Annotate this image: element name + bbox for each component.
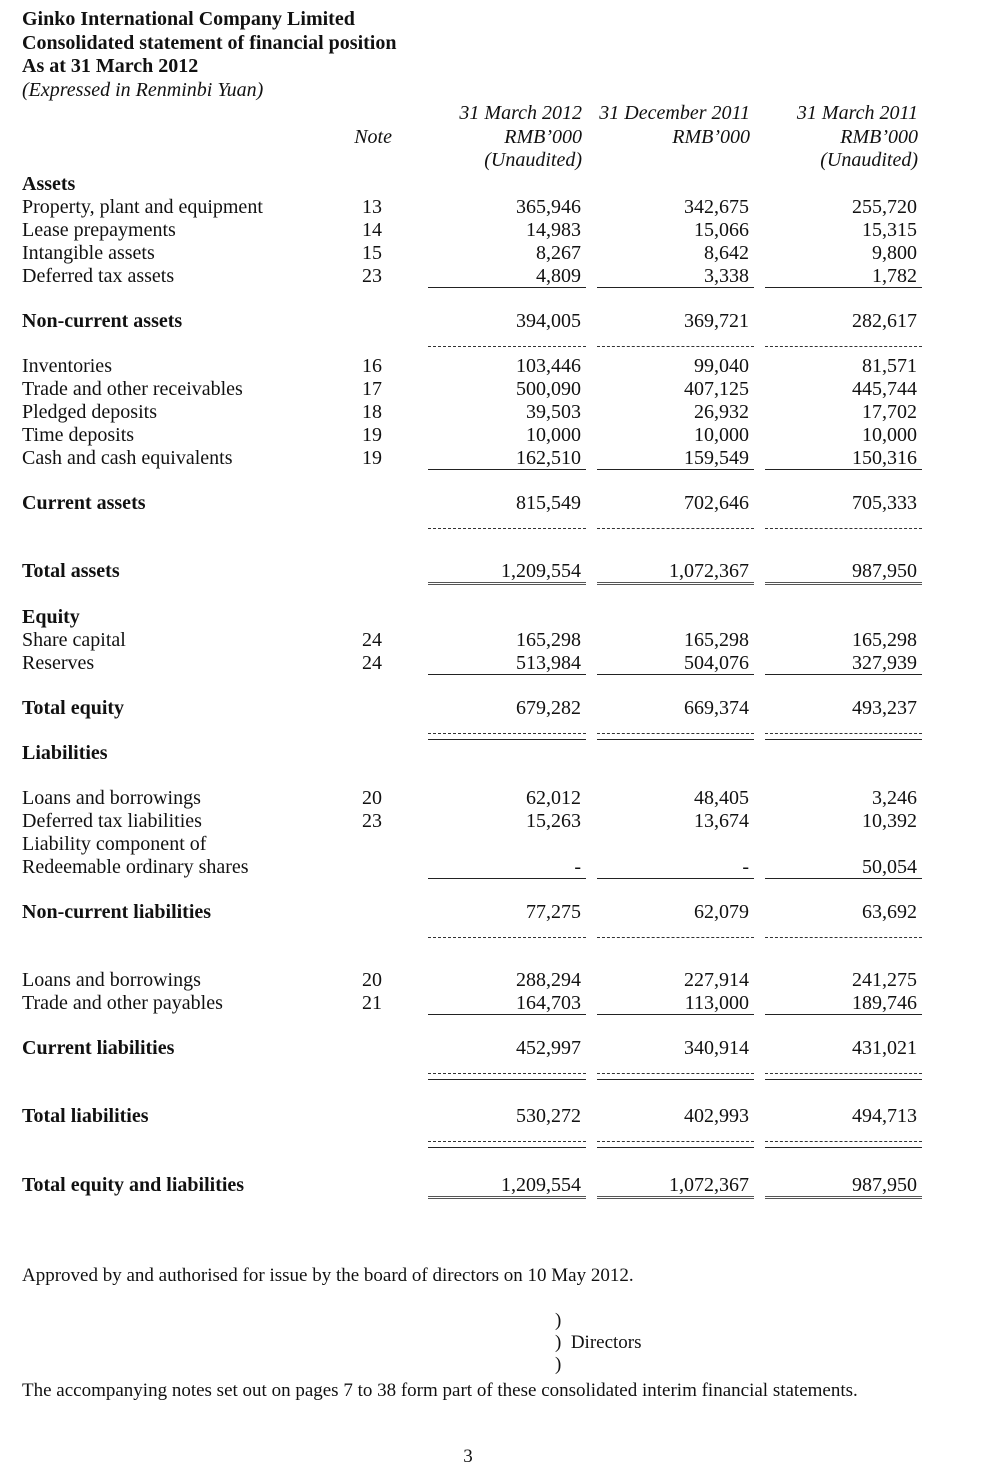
page-number: 3 <box>463 1446 473 1467</box>
subtotal-dashed-rule <box>597 1073 754 1074</box>
column-unit: RMB’000 <box>504 125 582 148</box>
row-value-col0: 77,275 <box>526 901 581 923</box>
row-label: Intangible assets <box>22 242 155 264</box>
row-note: 15 <box>362 242 382 264</box>
sum-rule <box>765 1079 922 1080</box>
sum-rule <box>428 739 586 740</box>
column-date: 31 December 2011 <box>599 102 750 124</box>
row-label: Deferred tax liabilities <box>22 810 202 832</box>
row-label: Liability component of <box>22 833 207 855</box>
row-value-col2: 493,237 <box>852 697 917 719</box>
subtotal-dashed-rule <box>765 346 922 347</box>
row-value-col2: 241,275 <box>852 969 917 991</box>
subtotal-dashed-rule <box>765 1073 922 1074</box>
table-row <box>0 833 1000 856</box>
row-label: Inventories <box>22 355 112 377</box>
table-row <box>0 697 1000 720</box>
row-value-col1: 1,072,367 <box>669 1174 749 1196</box>
row-note: 24 <box>362 629 382 651</box>
row-value-col2: 150,316 <box>852 447 917 469</box>
row-value-col0: 162,510 <box>516 447 581 469</box>
row-value-col0: 394,005 <box>516 310 581 332</box>
table-row <box>0 447 1000 470</box>
row-label: Trade and other payables <box>22 992 223 1014</box>
row-value-col1: 407,125 <box>684 378 749 400</box>
row-value-col0: 15,263 <box>526 810 581 832</box>
row-value-col0: 513,984 <box>516 652 581 674</box>
row-value-col0: 10,000 <box>526 424 581 446</box>
sum-rule <box>597 878 754 879</box>
row-label: Equity <box>22 606 80 628</box>
table-row <box>0 378 1000 401</box>
row-value-col0: 530,272 <box>516 1105 581 1127</box>
table-row <box>0 992 1000 1015</box>
row-value-col1: 99,040 <box>694 355 749 377</box>
total-double-rule <box>597 582 754 585</box>
row-note: 13 <box>362 196 382 218</box>
row-label: Loans and borrowings <box>22 969 201 991</box>
row-value-col1: 369,721 <box>684 310 749 332</box>
row-label: Assets <box>22 173 76 195</box>
row-value-col2: 327,939 <box>852 652 917 674</box>
table-row <box>0 173 1000 196</box>
subtotal-dashed-rule <box>428 346 586 347</box>
sum-rule <box>597 1079 754 1080</box>
row-value-col2: 282,617 <box>852 310 917 332</box>
sum-rule <box>597 739 754 740</box>
sum-rule <box>765 1014 922 1015</box>
bracket-middle: ) Directors <box>555 1332 642 1353</box>
row-note: 23 <box>362 810 382 832</box>
row-value-col0: - <box>574 856 581 878</box>
column-unit: RMB’000 <box>840 125 918 148</box>
sum-rule <box>597 469 754 470</box>
table-row <box>0 629 1000 652</box>
row-label: Non-current assets <box>22 310 183 332</box>
row-value-col2: 987,950 <box>852 560 917 582</box>
row-value-col1: 48,405 <box>694 787 749 809</box>
table-row <box>0 969 1000 992</box>
row-label: Liabilities <box>22 742 108 764</box>
row-value-col0: 39,503 <box>526 401 581 423</box>
subtotal-dashed-rule <box>597 346 754 347</box>
total-double-rule <box>597 1196 754 1199</box>
table-row <box>0 219 1000 242</box>
row-note: 20 <box>362 969 382 991</box>
row-label: Deferred tax assets <box>22 265 175 287</box>
subtotal-dashed-rule <box>428 937 586 938</box>
sum-rule <box>428 1014 586 1015</box>
approval-statement: Approved by and authorised for issue by the board of directors on 10 May 2012. <box>22 1265 634 1286</box>
sum-rule <box>765 674 922 675</box>
column-date: 31 March 2012 <box>459 102 582 124</box>
sum-rule <box>597 1014 754 1015</box>
sum-rule <box>428 878 586 879</box>
table-row <box>0 606 1000 629</box>
bracket-top: ) <box>555 1310 562 1331</box>
row-note: 16 <box>362 355 382 377</box>
sum-rule <box>765 739 922 740</box>
statement-title: Consolidated statement of financial position <box>22 31 397 54</box>
row-label: Property, plant and equipment <box>22 196 263 218</box>
column-header-mar-2011 <box>760 102 918 173</box>
row-value-col1: - <box>742 856 749 878</box>
row-label: Cash and cash equivalents <box>22 447 233 469</box>
row-label: Current liabilities <box>22 1037 175 1059</box>
sum-rule <box>428 287 586 288</box>
directors-label: Directors <box>570 1332 642 1353</box>
table-row <box>0 310 1000 333</box>
row-note: 23 <box>362 265 382 287</box>
row-label: Loans and borrowings <box>22 787 201 809</box>
row-value-col1: 13,674 <box>694 810 749 832</box>
table-row <box>0 355 1000 378</box>
row-value-col1: 10,000 <box>694 424 749 446</box>
table-row <box>0 242 1000 265</box>
total-double-rule <box>765 582 922 585</box>
sum-rule <box>597 1147 754 1148</box>
column-date: 31 March 2011 <box>796 102 918 124</box>
note-column-header: Note <box>354 126 392 148</box>
sum-rule <box>428 1079 586 1080</box>
row-label: Pledged deposits <box>22 401 157 423</box>
row-value-col2: 165,298 <box>852 629 917 651</box>
row-value-col1: 62,079 <box>694 901 749 923</box>
notes-statement: The accompanying notes set out on pages 7 to 38 form part of these consolidated interim financial statements. <box>22 1380 858 1401</box>
row-value-col2: 15,315 <box>862 219 917 241</box>
table-row <box>0 196 1000 219</box>
row-value-col1: 1,072,367 <box>669 560 749 582</box>
sum-rule <box>765 469 922 470</box>
row-value-col1: 342,675 <box>684 196 749 218</box>
row-note: 20 <box>362 787 382 809</box>
table-row <box>0 1037 1000 1060</box>
row-value-col0: 165,298 <box>516 629 581 651</box>
subtotal-dashed-rule <box>428 1073 586 1074</box>
row-value-col2: 10,392 <box>862 810 917 832</box>
row-value-col1: 15,066 <box>694 219 749 241</box>
row-value-col2: 255,720 <box>852 196 917 218</box>
subtotal-dashed-rule <box>765 937 922 938</box>
row-value-col0: 452,997 <box>516 1037 581 1059</box>
row-note: 24 <box>362 652 382 674</box>
row-value-col0: 679,282 <box>516 697 581 719</box>
table-row <box>0 787 1000 810</box>
row-value-col1: 113,000 <box>684 992 749 1014</box>
row-label: Lease prepayments <box>22 219 176 241</box>
sum-rule <box>597 674 754 675</box>
currency-note: (Expressed in Renminbi Yuan) <box>22 78 264 101</box>
row-value-col1: 165,298 <box>684 629 749 651</box>
sum-rule <box>428 1147 586 1148</box>
column-status: (Unaudited) <box>820 149 918 171</box>
document-header <box>22 8 396 102</box>
row-value-col0: 4,809 <box>536 265 581 287</box>
row-value-col2: 431,021 <box>852 1037 917 1059</box>
row-label: Redeemable ordinary shares <box>22 856 249 878</box>
column-header-dec-2011 <box>580 102 750 149</box>
row-value-col0: 62,012 <box>526 787 581 809</box>
row-value-col1: 669,374 <box>684 697 749 719</box>
row-value-col2: 987,950 <box>852 1174 917 1196</box>
row-label: Total liabilities <box>22 1105 149 1127</box>
row-value-col2: 17,702 <box>862 401 917 423</box>
subtotal-dashed-rule <box>597 937 754 938</box>
subtotal-dashed-rule <box>597 528 754 529</box>
total-double-rule <box>765 1196 922 1199</box>
column-unit: RMB’000 <box>672 125 750 148</box>
total-double-rule <box>428 582 586 585</box>
column-status: (Unaudited) <box>484 149 582 171</box>
subtotal-dashed-rule <box>428 1141 586 1142</box>
row-value-col1: 402,993 <box>684 1105 749 1127</box>
table-row <box>0 742 1000 765</box>
sum-rule <box>765 878 922 879</box>
subtotal-dashed-rule <box>428 733 586 734</box>
row-note: 19 <box>362 424 382 446</box>
row-note: 19 <box>362 447 382 469</box>
row-value-col2: 189,746 <box>852 992 917 1014</box>
row-value-col1: 504,076 <box>684 652 749 674</box>
row-value-col1: 227,914 <box>684 969 749 991</box>
sum-rule <box>765 1147 922 1148</box>
row-note: 17 <box>362 378 382 400</box>
bracket-bottom: ) <box>555 1354 562 1375</box>
subtotal-dashed-rule <box>765 733 922 734</box>
table-row <box>0 901 1000 924</box>
row-value-col1: 26,932 <box>694 401 749 423</box>
directors-signature-block <box>555 1310 642 1376</box>
row-value-col0: 365,946 <box>516 196 581 218</box>
row-note: 21 <box>362 992 382 1014</box>
row-value-col2: 63,692 <box>862 901 917 923</box>
sum-rule <box>597 287 754 288</box>
subtotal-dashed-rule <box>765 1141 922 1142</box>
sum-rule <box>765 287 922 288</box>
table-row <box>0 652 1000 675</box>
row-label: Share capital <box>22 629 126 651</box>
row-value-col1: 702,646 <box>684 492 749 514</box>
subtotal-dashed-rule <box>597 733 754 734</box>
subtotal-dashed-rule <box>428 528 586 529</box>
column-header-mar-2012 <box>420 102 582 173</box>
table-row <box>0 856 1000 879</box>
row-value-col0: 500,090 <box>516 378 581 400</box>
table-row <box>0 401 1000 424</box>
subtotal-dashed-rule <box>597 1141 754 1142</box>
table-row <box>0 1105 1000 1128</box>
row-value-col2: 494,713 <box>852 1105 917 1127</box>
table-row <box>0 560 1000 583</box>
sum-rule <box>428 674 586 675</box>
total-double-rule <box>428 1196 586 1199</box>
row-value-col0: 164,703 <box>516 992 581 1014</box>
table-row <box>0 810 1000 833</box>
row-label: Current assets <box>22 492 146 514</box>
row-value-col2: 10,000 <box>862 424 917 446</box>
sum-rule <box>428 469 586 470</box>
row-value-col0: 288,294 <box>516 969 581 991</box>
company-name: Ginko International Company Limited <box>22 8 355 30</box>
row-label: Total assets <box>22 560 120 582</box>
row-value-col2: 1,782 <box>872 265 917 287</box>
row-value-col2: 3,246 <box>872 787 917 809</box>
row-value-col1: 8,642 <box>704 242 749 264</box>
row-label: Total equity <box>22 697 125 719</box>
table-row <box>0 492 1000 515</box>
row-value-col2: 705,333 <box>852 492 917 514</box>
table-row <box>0 1174 1000 1197</box>
row-value-col0: 8,267 <box>536 242 581 264</box>
row-value-col1: 3,338 <box>704 265 749 287</box>
row-value-col0: 1,209,554 <box>501 560 581 582</box>
row-value-col2: 445,744 <box>852 378 917 400</box>
row-note: 14 <box>362 219 382 241</box>
table-row <box>0 265 1000 288</box>
row-value-col1: 159,549 <box>684 447 749 469</box>
row-label: Trade and other receivables <box>22 378 243 400</box>
row-value-col1: 340,914 <box>684 1037 749 1059</box>
row-value-col2: 81,571 <box>862 355 917 377</box>
row-label: Time deposits <box>22 424 135 446</box>
row-value-col0: 103,446 <box>516 355 581 377</box>
row-value-col2: 9,800 <box>872 242 917 264</box>
row-label: Reserves <box>22 652 95 674</box>
row-label: Total equity and liabilities <box>22 1174 245 1196</box>
subtotal-dashed-rule <box>765 528 922 529</box>
statement-date: As at 31 March 2012 <box>22 55 199 77</box>
row-value-col0: 14,983 <box>526 219 581 241</box>
row-note: 18 <box>362 401 382 423</box>
row-value-col0: 1,209,554 <box>501 1174 581 1196</box>
row-value-col0: 815,549 <box>516 492 581 514</box>
row-label: Non-current liabilities <box>22 901 212 923</box>
table-row <box>0 424 1000 447</box>
row-value-col2: 50,054 <box>862 856 917 878</box>
